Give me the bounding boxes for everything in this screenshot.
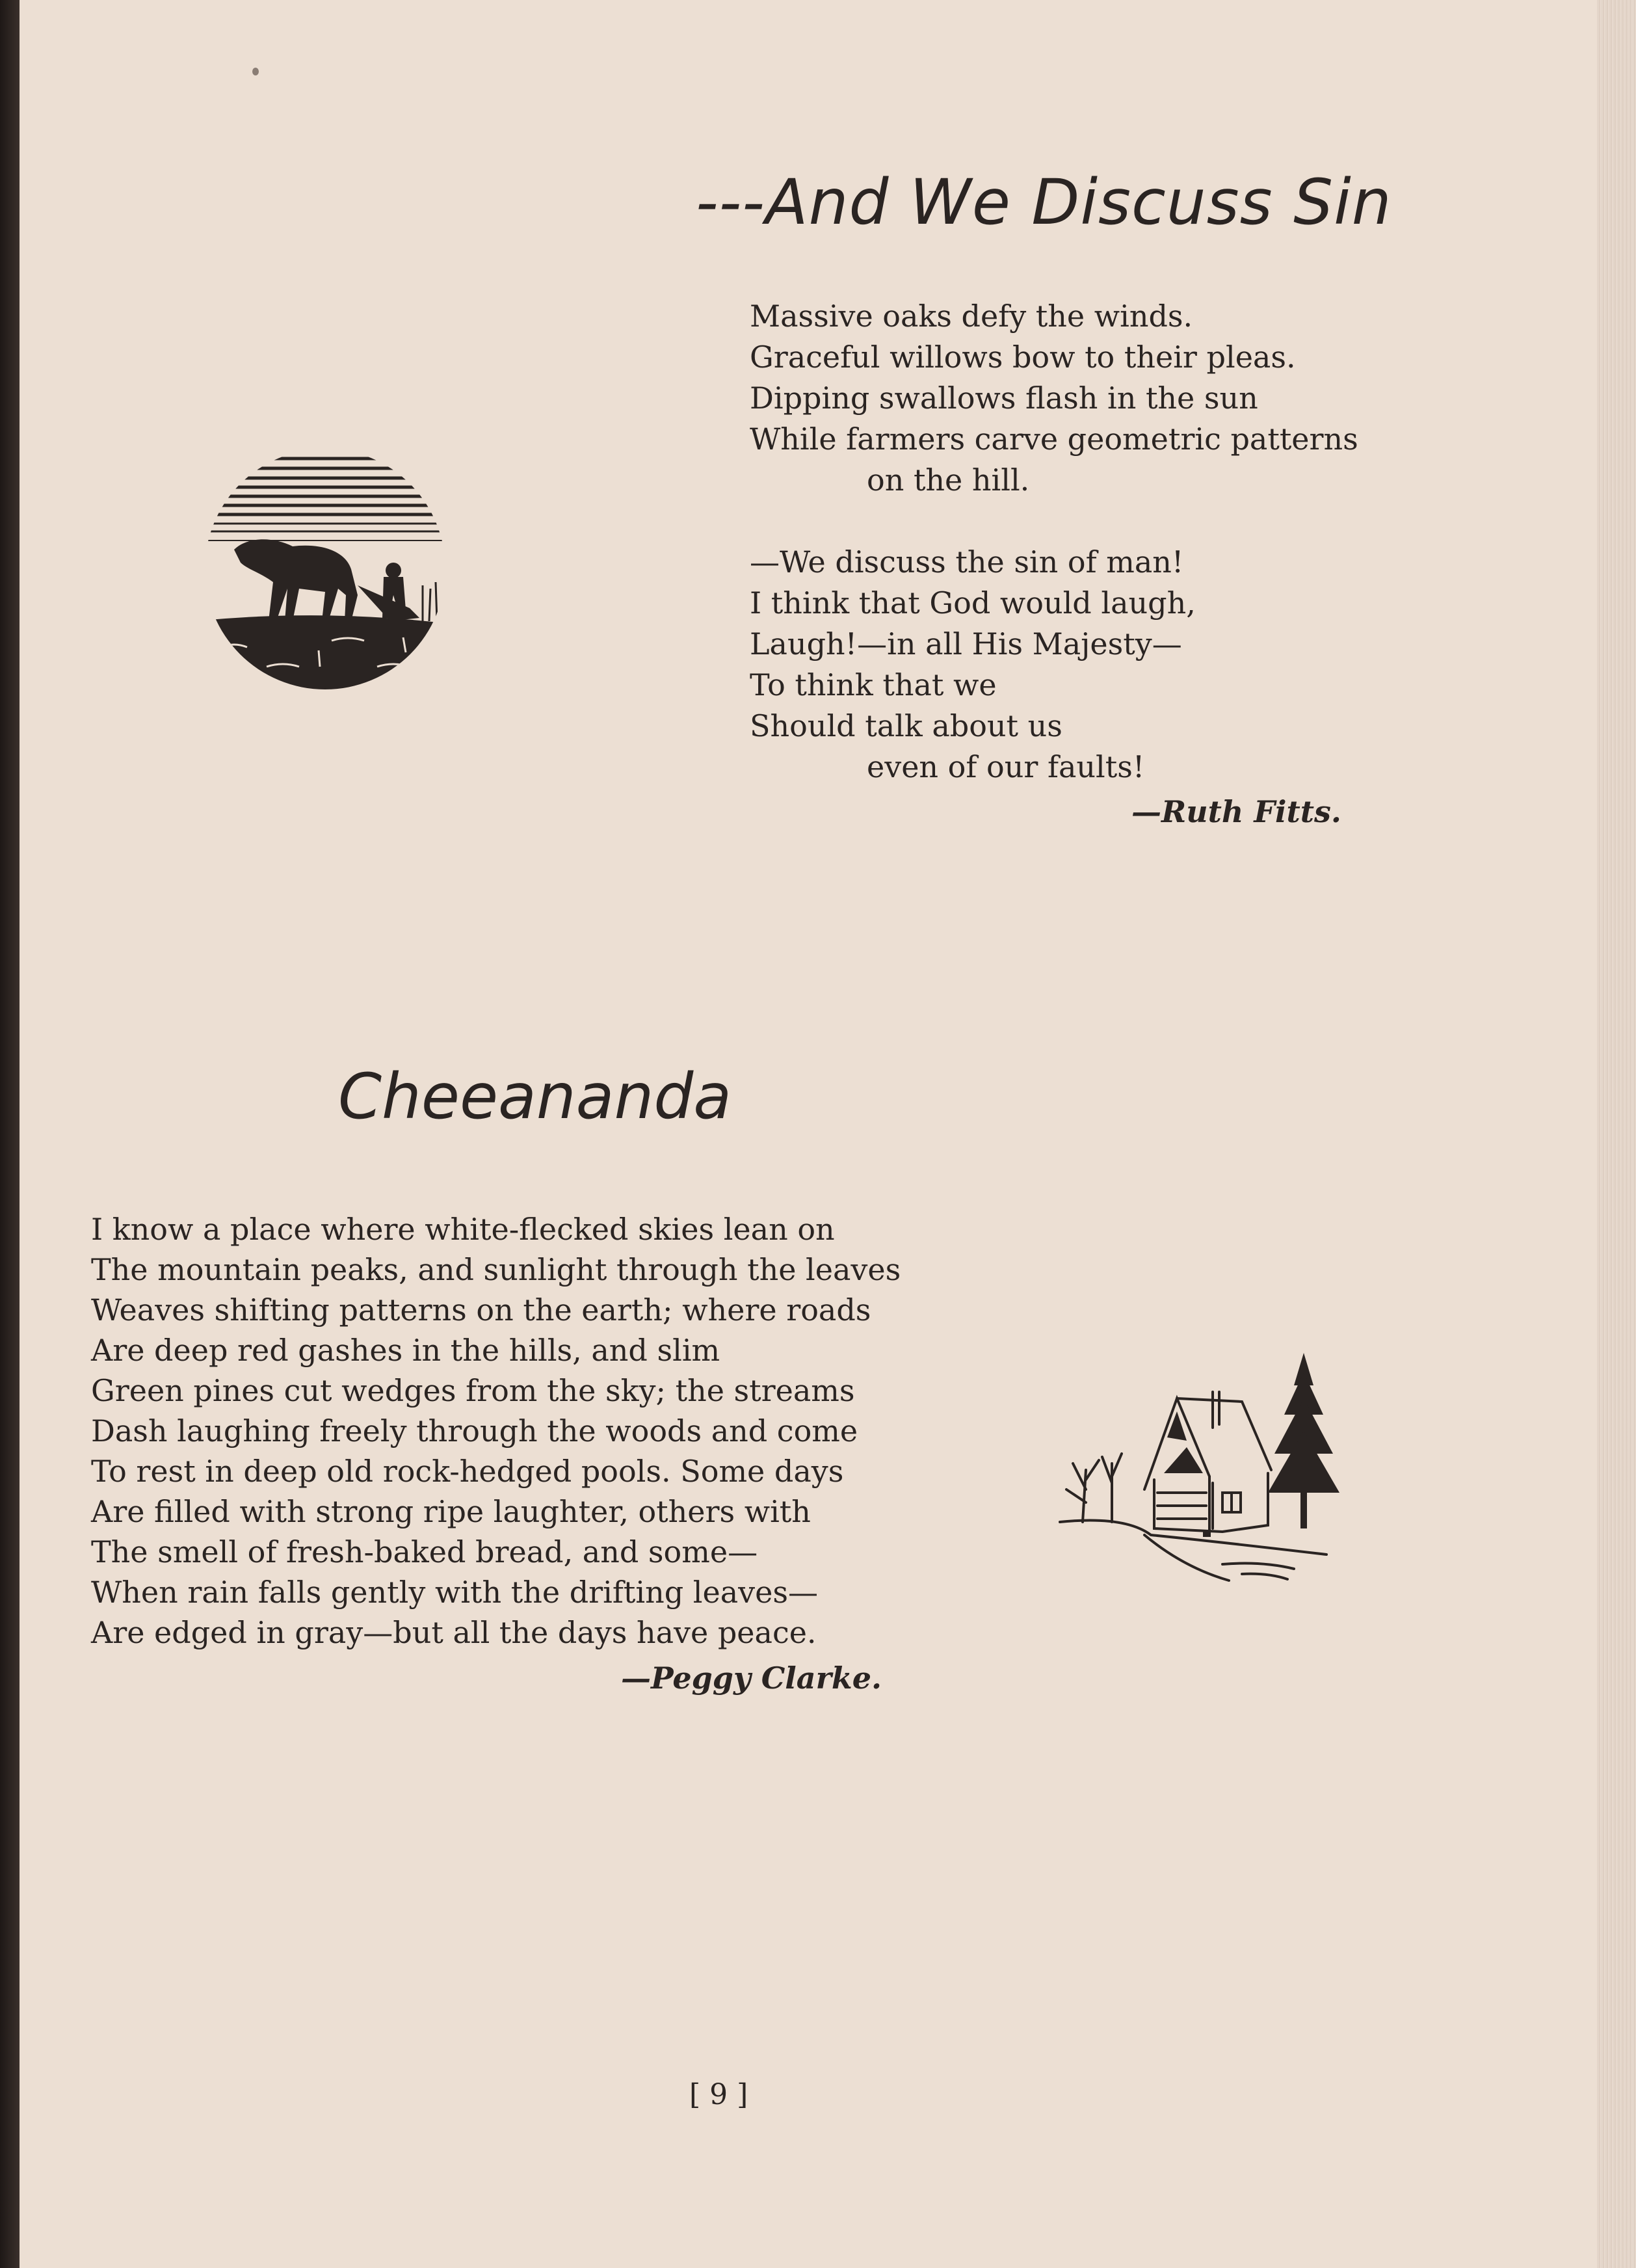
poem1-line: Massive oaks defy the winds. [750, 299, 1193, 334]
poem2-line: Weaves shifting patterns on the earth; where roads [91, 1292, 871, 1327]
plowman-woodcut-icon [195, 433, 455, 712]
poem2-line: The smell of fresh-baked bread, and some— [91, 1534, 758, 1569]
book-spine [0, 0, 20, 2268]
page-number: [ 9 ] [689, 2078, 748, 2111]
poem2-line: The mountain peaks, and sunlight through the leaves [91, 1252, 901, 1287]
poem2-line: To rest in deep old rock-hedged pools. Some days [91, 1454, 844, 1489]
poem1-line: —We discuss the sin of man! [750, 544, 1184, 580]
poem1-line: Should talk about us [750, 708, 1062, 743]
poem1-title: ---And We Discuss Sin [696, 166, 1392, 239]
poem1-line: To think that we [750, 667, 997, 702]
poem2-line: Are edged in gray—but all the days have peace. [91, 1615, 817, 1650]
poem1-line: Graceful willows bow to their pleas. [750, 340, 1296, 375]
poem1-line: While farmers carve geometric patterns [750, 421, 1358, 457]
poem1-line: on the hill. [867, 462, 1030, 498]
poem2-line: Dash laughing freely through the woods and come [91, 1413, 858, 1448]
poem1-line: even of our faults! [867, 749, 1145, 784]
poem1-line: I think that God would laugh, [750, 585, 1196, 620]
poem2-line: Green pines cut wedges from the sky; the streams [91, 1373, 855, 1408]
poem2-line: Are filled with strong ripe laughter, others with [91, 1494, 811, 1529]
paper-speck [252, 68, 259, 75]
page-edges [1597, 0, 1636, 2268]
poem2-line: I know a place where white-flecked skies lean on [91, 1212, 835, 1247]
poem2-author: —Peggy Clarke. [621, 1661, 882, 1696]
poem1-line: Laugh!—in all His Majesty— [750, 626, 1182, 661]
poem1-line: Dipping swallows flash in the sun [750, 380, 1258, 416]
poem2-line: Are deep red gashes in the hills, and slim [91, 1333, 720, 1368]
poem2-line: When rain falls gently with the drifting leaves— [91, 1575, 818, 1610]
snowy-cabin-icon [1047, 1340, 1359, 1587]
poem2-title: Cheeananda [338, 1060, 732, 1133]
poem1-author: —Ruth Fitts. [1131, 794, 1341, 829]
